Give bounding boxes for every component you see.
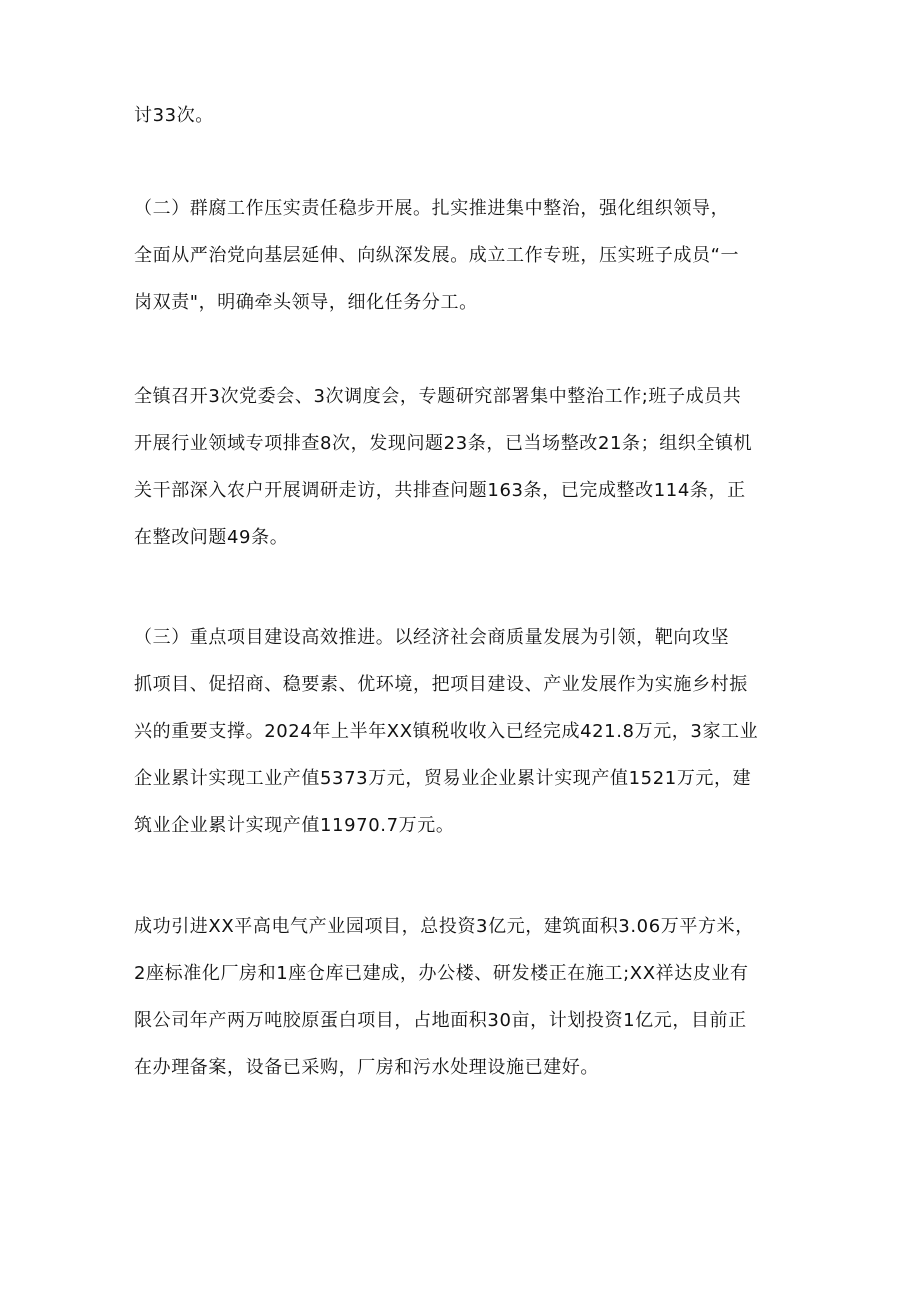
text-line: 限公司年产两万吨胶原蛋白项目，占地面积30亩，计划投资1亿元，目前正 — [134, 1010, 747, 1031]
paragraph-rectification — [134, 373, 794, 561]
paragraph-projects — [134, 903, 794, 1091]
text-line: 全面从严治党向基层延伸、向纵深发展。成立工作专班，压实班子成员“一 — [134, 245, 740, 266]
text-line: 兴的重要支撑。2024年上半年XX镇税收收入已经完成421.8万元，3家工业 — [134, 721, 759, 742]
paragraph-continuation — [134, 92, 794, 139]
text-line: 在整改问题49条。 — [134, 527, 289, 548]
text-line: （二）群腐工作压实责任稳步开展。扎实推进集中整治，强化组织领导， — [134, 198, 730, 219]
text-line: （三）重点项目建设高效推进。以经济社会商质量发展为引领，靶向攻坚 — [134, 627, 730, 648]
text-line: 岗双责"，明确牵头领导，细化任务分工。 — [134, 292, 478, 313]
paragraph-section-3 — [134, 614, 794, 849]
text-line: 成功引进XX平高电气产业园项目，总投资3亿元，建筑面积3.06万平方米， — [134, 916, 754, 937]
text-line: 企业累计实现工业产值5373万元，贸易业企业累计实现产值1521万元，建 — [134, 768, 752, 789]
text-line: 抓项目、促招商、稳要素、优环境，把项目建设、产业发展作为实施乡村振 — [134, 674, 748, 695]
text-line: 开展行业领域专项排查8次，发现问题23条，已当场整改21条；组织全镇机 — [134, 433, 753, 454]
text-line: 筑业企业累计实现产值11970.7万元。 — [134, 815, 455, 836]
text-line: 关干部深入农户开展调研走访，共排查问题163条，已完成整改114条，正 — [134, 480, 746, 501]
text-line: 全镇召开3次党委会、3次调度会，专题研究部署集中整治工作;班子成员共 — [134, 386, 742, 407]
text-line: 在办理备案，设备已采购，厂房和污水处理设施已建好。 — [134, 1057, 599, 1078]
text-line: 2座标准化厂房和1座仓库已建成，办公楼、研发楼正在施工;XX祥达皮业有 — [134, 963, 749, 984]
text-line: 讨33次。 — [134, 105, 214, 126]
paragraph-section-2 — [134, 185, 794, 326]
